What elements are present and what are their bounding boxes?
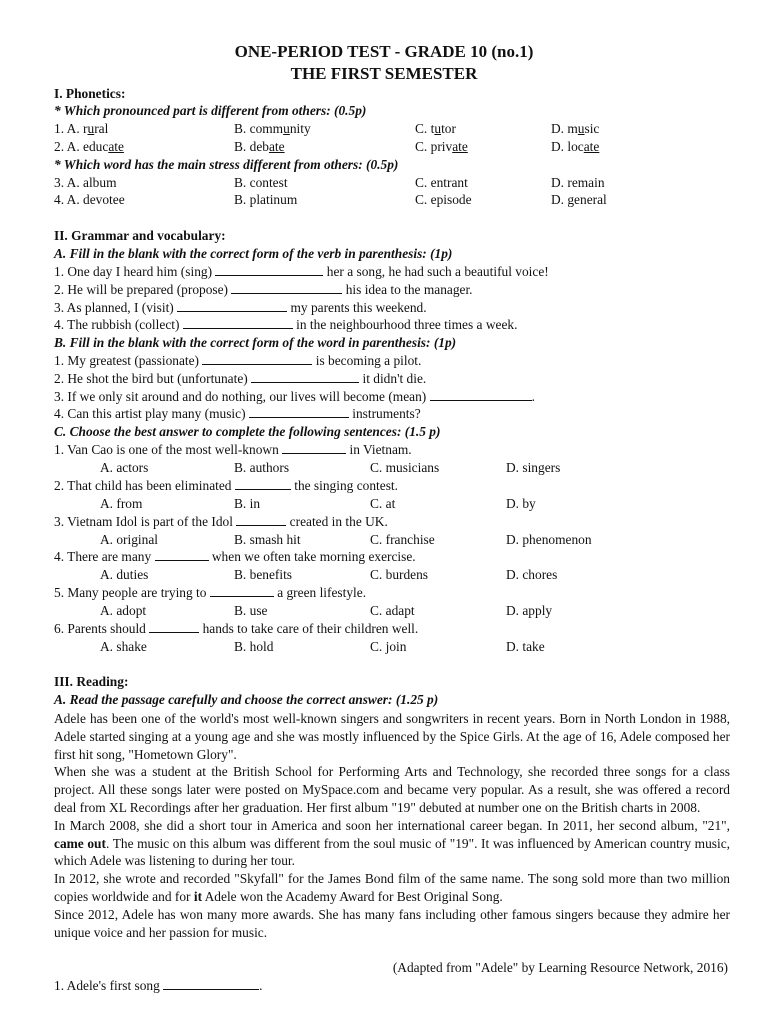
answer-blank[interactable] <box>177 300 287 312</box>
phonetics-instruction-b: * Which word has the main stress different from others: (0.5p) <box>54 157 399 172</box>
option-c[interactable]: C. musicians <box>370 460 440 475</box>
reading-passage <box>54 710 730 941</box>
option-a[interactable]: A. from <box>100 496 143 511</box>
semester-title: THE FIRST SEMESTER <box>290 64 478 83</box>
option-b[interactable]: B. hold <box>234 639 274 654</box>
option-d[interactable]: D. take <box>506 639 545 654</box>
passage-paragraph-4: In 2012, she wrote and recorded "Skyfall" for the James Bond film of the same name. The song sold more than two million copies worldwide and for it Adele won the Academy Award for Best Original Song. <box>54 871 730 904</box>
test-page: ONE-PERIOD TEST - GRADE 10 (no.1) THE FIRST SEMESTER I. Phonetics: * Which pronounced part is different from others: (0.5p) 1. A. rural B. community C. tutor D. music 2. A. educate B. debate C. private D. locate * Which word has the main stress different from others: (0.5p) 3. A. album B. contest C. entrant D. remain 4. A. devotee B. platinum C. episode D. general II. Grammar and vocabulary: A. Fill in the blank with the correct form of the verb in parenthesis: (1p) 1. One day I heard him (sing) her a song, he had such a beautiful voice! 2. He will be prepared (propose) his idea to the manager. 3. As planned, I (visit) my parents this weekend. 4. The rubbish (collect) in the neighbourhood three times a week. B. Fill in the blank with the correct form of the word in parenthesis: (1p) 1. My greatest (passionate) is becoming a pilot. 2. He shot the bird but (unfortunate) it didn't die. 3. If we only sit around and do nothing, our lives will become (mean) . 4. Can this artist play many (music) instruments? C. Choose the best answer to complete the following sentences: (1.5 p) 1. Van Cao is one of the most well-known in Vietnam. A. actors B. authors C. musicians D. singers 2. That child has been eliminated the singing contest. A. from B. in C. at D. by 3. Vietnam Idol is part of the Idol created in the UK. A. original B. smash hit C. franchise D. phenomenon 4. There are many when we often take morning exercise. A. duties B. benefits C. burdens D. chores 5. Many people are trying to a green lifestyle. A. adopt B. use C. adapt D. apply 6. Parents should hands to take care of their children well. A. shake B. hold C. join D. take III. Reading: A. Read the passage carefully and choose the correct answer: (1.25 p) Adele has been one of the world's most well-known singers and songwriters in recent years. Born in North London in 1988, Adele started singing at a young age and she was mostly influenced by the Spice Girls. At the age of 16, Adele composed her first hit song, "Hometown Glory". When she was a student at the British School for Performing Arts and Technology, she recorded three songs for a class project. All these songs later were posted on MySpace.com and became very popular. As a result, she was offered a record deal from XL Recordings after her graduation. Her first album "19" debuted at number one on the British charts in 2008. In March 2008, she did a short tour in America and soon her international career began. In 2011, her second album, "21", came out. The music on this album was different from the soul music of "19". It was influenced by American country music, which Adele was listening to during her tour. In 2012, she wrote and recorded "Skyfall" for the James Bond film of the same name. The song sold more than two million copies worldwide and for it Adele won the Academy Award for Best Original Song. Since 2012, Adele has won many more awards. She has many fans including other famous singers because they admire her unique voice and her passion for music. (Adapted from "Adele" by Learning Resource Network, 2016) 1. Adele's first song . <box>0 0 768 1024</box>
verb-question-3: 3. As planned, I (visit) my parents this weekend. <box>54 300 427 315</box>
word-form-question-3: 3. If we only sit around and do nothing, our lives will become (mean) . <box>54 389 535 404</box>
option-c[interactable]: C. burdens <box>370 567 429 582</box>
reading-question-1: 1. Adele's first song . <box>54 978 263 993</box>
phonetics-heading: I. Phonetics: <box>54 86 126 101</box>
option-c[interactable]: C. join <box>370 639 407 654</box>
grammar-heading: II. Grammar and vocabulary: <box>54 228 226 243</box>
passage-source: (Adapted from "Adele" by Learning Resource Network, 2016) <box>392 960 728 975</box>
option-d[interactable]: D. singers <box>506 460 561 475</box>
highlighted-phrase: came out <box>54 835 106 851</box>
answer-blank[interactable] <box>235 478 291 490</box>
answer-blank[interactable] <box>155 549 209 561</box>
answer-blank[interactable] <box>183 317 293 329</box>
option-b[interactable]: B. use <box>234 603 268 618</box>
underlined-part: ate <box>108 139 124 154</box>
passage-paragraph-1: Adele has been one of the world's most well-known singers and songwriters in recent years. Born in North London in 1988, Adele started singing at a young age and she was mostly influenced by the Spice Girls. At the age of 16, Adele composed her first hit song, "Hometown Glory". <box>54 711 730 762</box>
word-form-question-4: 4. Can this artist play many (music) instruments? <box>54 406 421 421</box>
grammar-part-a-instruction: A. Fill in the blank with the correct form of the verb in parenthesis: (1p) <box>54 246 453 261</box>
reading-heading: III. Reading: <box>54 674 129 689</box>
word-form-question-2: 2. He shot the bird but (unfortunate) it didn't die. <box>54 371 427 386</box>
option-b[interactable]: B. authors <box>234 460 290 475</box>
reading-instruction: A. Read the passage carefully and choose the correct answer: (1.25 p) <box>54 692 439 707</box>
option-b[interactable]: B. in <box>234 496 261 511</box>
option-a[interactable]: A. actors <box>100 460 149 475</box>
underlined-part: u <box>434 121 442 136</box>
answer-blank[interactable] <box>282 442 346 454</box>
answer-blank[interactable] <box>163 978 259 990</box>
verb-question-4: 4. The rubbish (collect) in the neighbourhood three times a week. <box>54 317 518 332</box>
option-d[interactable]: D. by <box>506 496 536 511</box>
grammar-part-c-instruction: C. Choose the best answer to complete the following sentences: (1.5 p) <box>54 424 441 439</box>
answer-blank[interactable] <box>236 514 286 526</box>
option-d[interactable]: D. chores <box>506 567 558 582</box>
answer-blank[interactable] <box>251 371 359 383</box>
passage-paragraph-5: Since 2012, Adele has won many more awards. She has many fans including other famous singers because they admire her unique voice and her passion for music. <box>54 906 730 940</box>
highlighted-word: it <box>193 888 203 904</box>
option-d[interactable]: D. phenomenon <box>506 532 592 547</box>
option-c[interactable]: C. franchise <box>370 532 435 547</box>
test-title: ONE-PERIOD TEST - GRADE 10 (no.1) <box>234 42 534 61</box>
answer-blank[interactable] <box>249 406 349 418</box>
underlined-part: ate <box>268 139 285 154</box>
answer-blank[interactable] <box>149 621 199 633</box>
underlined-part: u <box>283 121 290 136</box>
option-c[interactable]: C. at <box>370 496 396 511</box>
verb-question-2: 2. He will be prepared (propose) his idea to the manager. <box>54 282 473 297</box>
answer-blank[interactable] <box>430 389 532 401</box>
passage-paragraph-3: In March 2008, she did a short tour in America and soon her international career began. In 2011, her second album, "21", came out. The music on this album was different from the soul music of "19". It was influenced by American country music, which Adele was listening to during her tour. <box>54 817 731 869</box>
option-a[interactable]: A. shake <box>100 639 147 654</box>
option-b[interactable]: B. smash hit <box>234 532 301 547</box>
option-a[interactable]: A. original <box>100 532 159 547</box>
answer-blank[interactable] <box>215 264 323 276</box>
option-d[interactable]: D. apply <box>506 603 553 618</box>
option-b[interactable]: B. benefits <box>234 567 293 582</box>
verb-question-1: 1. One day I heard him (sing) her a song, he had such a beautiful voice! <box>54 264 549 279</box>
option-c[interactable]: C. adapt <box>370 603 415 618</box>
underlined-part: ate <box>583 139 600 154</box>
grammar-part-b-instruction: B. Fill in the blank with the correct form of the word in parenthesis: (1p) <box>54 335 457 350</box>
option-a[interactable]: A. adopt <box>100 603 147 618</box>
underlined-part: u <box>87 121 95 136</box>
phonetics-instruction-a: * Which pronounced part is different from others: (0.5p) <box>54 103 367 118</box>
word-form-question-1: 1. My greatest (passionate) is becoming a pilot. <box>54 353 422 368</box>
passage-paragraph-2: When she was a student at the British School for Performing Arts and Technology, she recorded three songs for a class project. All these songs later were posted on MySpace.com and became very popular. As a result, she was offered a record deal from XL Recordings after her graduation. Her first album "19" debuted at number one on the British charts in 2008. <box>54 764 730 815</box>
underlined-part: u <box>577 121 585 136</box>
answer-blank[interactable] <box>210 585 274 597</box>
answer-blank[interactable] <box>202 353 312 365</box>
underlined-part: ate <box>452 139 468 154</box>
option-a[interactable]: A. duties <box>100 567 149 582</box>
answer-blank[interactable] <box>231 282 342 294</box>
